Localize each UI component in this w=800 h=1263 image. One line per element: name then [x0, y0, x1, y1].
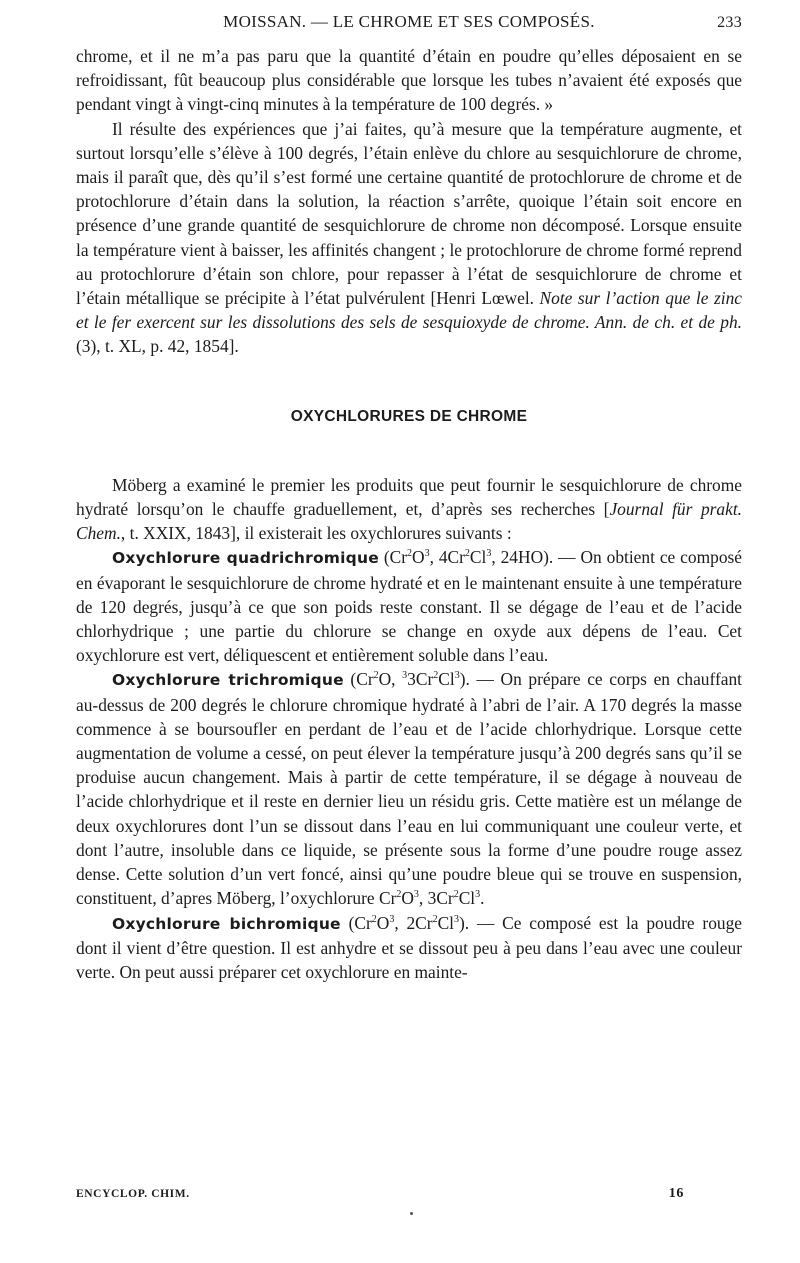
ink-dot	[410, 1212, 413, 1215]
compound-name: Oxychlorure quadrichromique	[112, 549, 379, 568]
footer-series: ENCYCLOP. CHIM.	[76, 1188, 190, 1200]
page-body	[76, 44, 742, 984]
page-number: 233	[717, 14, 742, 31]
running-head	[76, 12, 742, 38]
paragraph-continuation: chrome, et il ne m’a pas paru que la quantité d’étain en poudre qu’elles déposaient en se refroidissant, fût beaucoup plus considérable que lorsque les tubes n’avaient été exposés que pendant vingt à vingt-cinq minutes à la température de 100 degrés. »	[76, 46, 742, 115]
entry-quadrichromique: Oxychlorure quadrichromique ($Cr^2O^3$, 4Cr$^2$Cl$^3$, 24HO). — On obtient ce composé en évaporant le sesquichlorure de chrome hydraté et en le maintenant ensuite à une température de 120 degrés, jusqu’à ce que son poids reste constant. Il se dégage de l’eau et de l’acide chlorhydrique ; une partie du chlorure se change en oxyde aux dépens de l’eau. Cet oxychlorure est vert, déliquescent et entièrement soluble dans l’eau.	[76, 547, 742, 666]
citation-title: Note sur l’action que le zinc et le fer exercent sur les dissolutions des sels de sesquioxyde de chrome. Ann. de ch. et de ph.	[76, 288, 742, 333]
compound-name: Oxychlorure trichromique	[112, 671, 344, 690]
page-footer	[76, 1188, 742, 1208]
citation-journal: Journal für prakt. Chem.	[76, 499, 742, 544]
paragraph-intro: Möberg a examiné le premier les produits que peut fournir le sesquichlorure de chrome hydraté lorsqu’on le chauffe graduellement, et, d’après ses recherches [Journal für prakt. Chem., t. XXIX, 1843], il existerait les oxychlorures suivants :	[76, 474, 742, 544]
compound-name: Oxychlorure bichromique	[112, 914, 341, 933]
paragraph-tin-experiments: Il résulte des expériences que j’ai faites, qu’à mesure que la température augmente, et surtout lorsqu’elle s’élève à 100 degrés, l’étain enlève du chlore au sesquichlorure de chrome, mais il paraît que, dès qu’il s’est formé une certaine quantité de protochlorure de chrome et de protochlorure d’étain dans la solution, la réaction s’arrête, quoique l’étain soit encore en présence d’une grande quantité de sesquichlorure de chrome non décomposé. Lorsque ensuite la température vient à baisser, les affinités changent ; le protochlorure de chrome formé reprend au protochlorure d’étain son chlore, pour repasser à l’état de sesquichlorure de chrome et l’étain métallique se précipite à l’état pulvérulent [Henri Lœwel. Note sur l’action que le zinc et le fer exercent sur les dissolutions des sels de sesquioxyde de chrome. Ann. de ch. et de ph. (3), t. XL, p. 42, 1854].	[76, 118, 742, 357]
running-title: MOISSAN. — LE CHROME ET SES COMPOSÉS.	[223, 12, 595, 31]
entry-trichromique: Oxychlorure trichromique (Cr$^2$O, $^3$3Cr$^2$Cl$^3$). — On prépare ce corps en chauffant au-dessus de 200 degrés le chlorure chromique hydraté à l’abri de l’air. A 170 degrés la masse commence à se boursoufler en perdant de l’eau et de l’acide chlorhydrique. Lorsque cette augmentation de volume a cessé, on peut élever la température jusqu’à 200 degrés sans qu’il se produise aucun changement. Mais à partir de cette température, il se dégage à nouveau de l’acide chlorhydrique et il reste en dernier lieu un résidu gris. Cette matière est un mélange de deux oxychlorures dont l’un se dissout dans l’eau en lui communiquant une couleur verte, et dont l’autre, insoluble dans ce liquide, se présente sous la forme d’une poudre rouge assez dense. Cette solution d’un vert foncé, ainsi qu’une poudre bleue qui se trouve en suspension, constituent, d’apres Möberg, l’oxychlorure $Cr^2O^3$, 3Cr$^2$Cl$^3$.	[76, 669, 742, 909]
signature-mark: 16	[668, 1186, 684, 1201]
section-title: OXYCHLORURES DE CHROME	[290, 407, 528, 425]
entry-bichromique: Oxychlorure bichromique ($Cr^2O^3$, 2Cr$^2$Cl$^3$). — Ce composé est la poudre rouge dont il vient d’être question. Il est anhydre et se dissout peu à peu dans l’eau avec une couleur verte. On peut aussi préparer cet oxychlorure en mainte-	[76, 912, 743, 982]
